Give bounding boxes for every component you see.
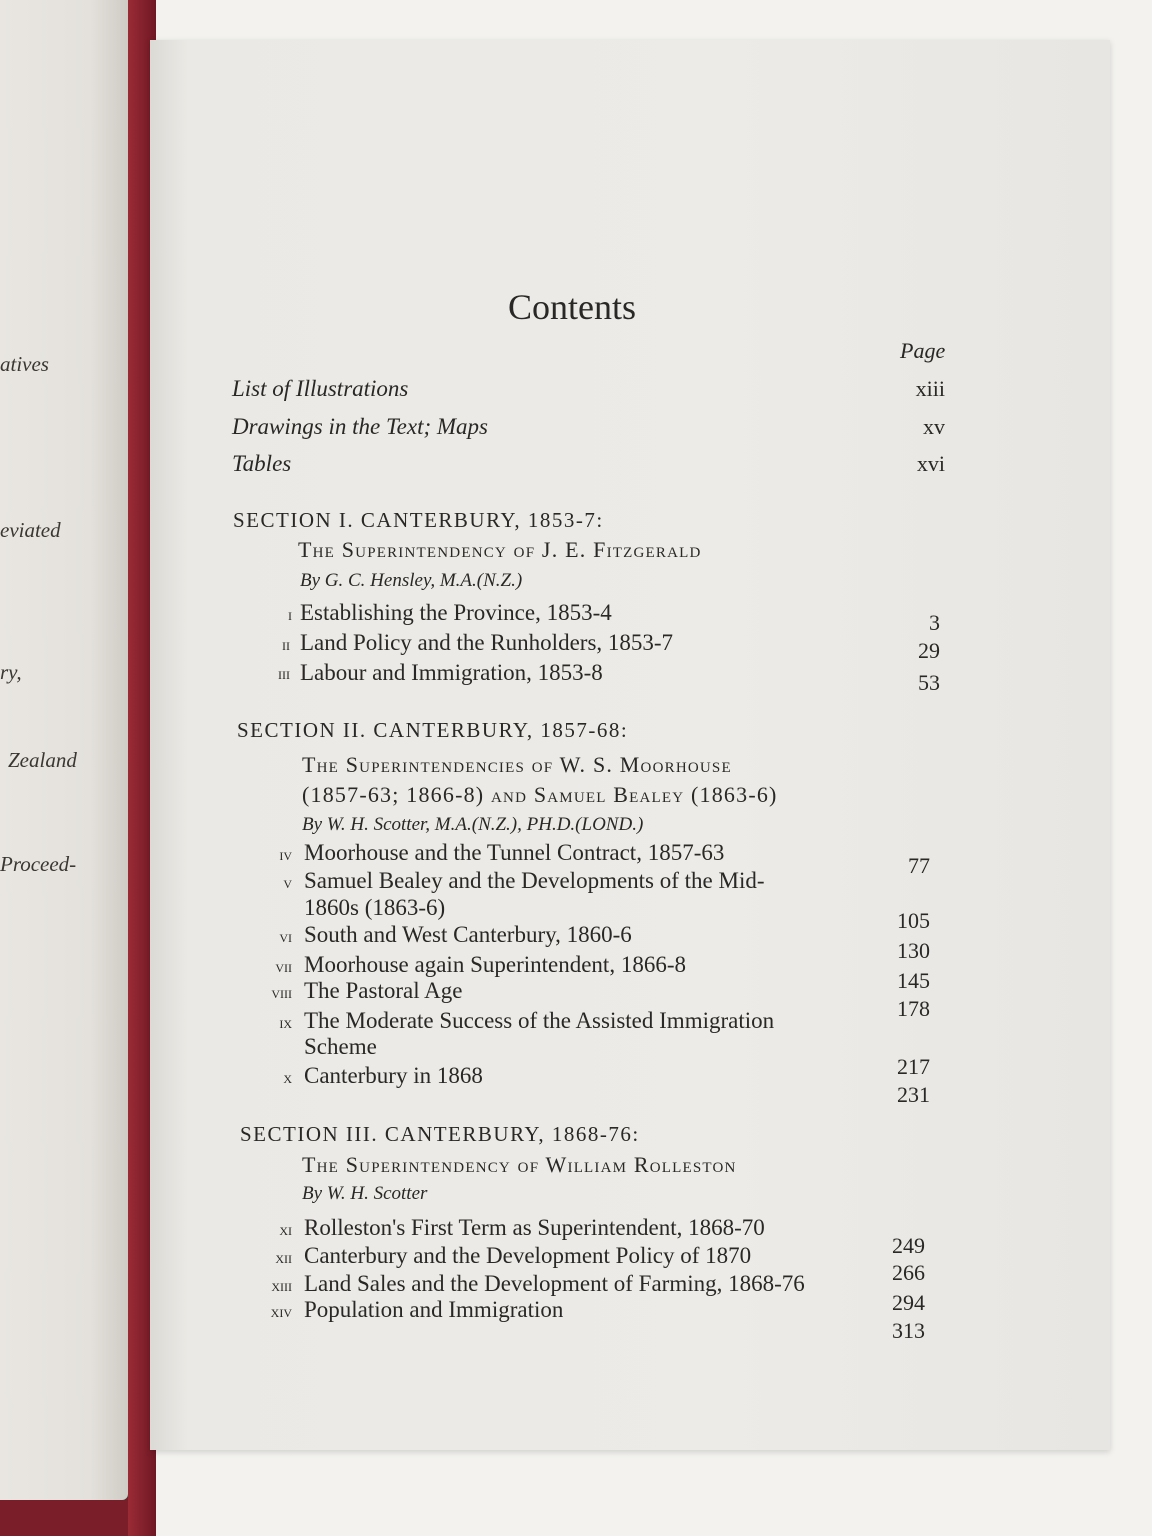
front-matter-title: Drawings in the Text; Maps — [232, 414, 488, 439]
chapter-title: Establishing the Province, 1853-4 — [300, 600, 612, 625]
chapter-title-continued: 1860s (1863-6) — [304, 895, 446, 920]
left-page-text-fragment: eviated — [0, 518, 61, 542]
chapter-title: Samuel Bealey and the Developments of the Mid- — [304, 868, 765, 893]
chapter-title: Land Policy and the Runholders, 1853-7 — [300, 630, 674, 655]
chapter-page: 130 — [897, 938, 930, 963]
chapter-title-continued: Scheme — [304, 1034, 377, 1059]
chapter-number: vii — [275, 957, 292, 976]
section-subtitle: The Superintendency of William Rolleston — [302, 1152, 737, 1177]
chapter-page: 249 — [892, 1233, 925, 1258]
chapter-title: The Moderate Success of the Assisted Immigration — [304, 1008, 775, 1033]
front-matter-page: xv — [923, 414, 945, 439]
chapter-title: Population and Immigration — [304, 1297, 564, 1322]
chapter-number: iii — [278, 664, 290, 683]
front-matter-page: xvi — [916, 451, 945, 476]
section-subtitle: (1857-63; 1866-8) and Samuel Bealey (1863-6) — [302, 782, 778, 807]
chapter-number: xiii — [271, 1276, 292, 1295]
chapter-title: Rolleston's First Term as Superintendent, 1868-70 — [304, 1215, 765, 1240]
chapter-page: 217 — [897, 1054, 930, 1079]
chapter-page: 313 — [892, 1318, 925, 1343]
chapter-title: Moorhouse again Superintendent, 1866-8 — [304, 952, 686, 977]
chapter-number: xii — [275, 1248, 292, 1267]
chapter-title: Canterbury and the Development Policy of 1870 — [304, 1243, 752, 1268]
front-matter-title: Tables — [232, 451, 292, 476]
section-heading: SECTION I. CANTERBURY, 1853-7: — [233, 508, 604, 532]
front-matter-page: xiii — [915, 376, 945, 401]
chapter-number: v — [283, 873, 292, 892]
chapter-title: Moorhouse and the Tunnel Contract, 1857-63 — [304, 840, 725, 865]
chapter-page: 145 — [897, 968, 930, 993]
section-author: By W. H. Scotter — [302, 1183, 428, 1204]
left-page-text-fragment: atives — [0, 352, 49, 376]
chapter-page: 231 — [897, 1082, 930, 1107]
section-subtitle: The Superintendencies of W. S. Moorhouse — [302, 752, 732, 777]
left-page-text-fragment: Proceed- — [0, 852, 77, 876]
chapter-page: 266 — [892, 1260, 925, 1285]
section-author: By G. C. Hensley, M.A.(N.Z.) — [300, 570, 523, 591]
chapter-number: iv — [279, 845, 292, 864]
chapter-number: vi — [279, 927, 292, 946]
chapter-title: Labour and Immigration, 1853-8 — [300, 660, 603, 685]
contents-title: Contents — [508, 287, 637, 327]
chapter-number: ii — [282, 635, 290, 654]
chapter-number: i — [288, 605, 292, 624]
chapter-page: 29 — [918, 638, 940, 663]
chapter-page: 178 — [897, 996, 930, 1021]
chapter-title: South and West Canterbury, 1860-6 — [304, 922, 632, 947]
chapter-number: viii — [271, 983, 292, 1002]
chapter-number: xi — [279, 1220, 292, 1239]
left-page-text-fragment: Zealand — [8, 748, 77, 772]
chapter-number: xiv — [270, 1302, 292, 1321]
section-heading: SECTION II. CANTERBURY, 1857-68: — [237, 718, 629, 742]
chapter-page: 53 — [918, 670, 940, 695]
chapter-number: ix — [279, 1013, 292, 1032]
chapter-number: x — [283, 1068, 292, 1087]
chapter-page: 294 — [892, 1290, 925, 1315]
section-heading: SECTION III. CANTERBURY, 1868-76: — [240, 1122, 640, 1146]
chapter-page: 3 — [929, 610, 940, 635]
chapter-page: 77 — [908, 853, 930, 878]
section-subtitle: The Superintendency of J. E. Fitzgerald — [298, 537, 702, 562]
page-column-label: Page — [900, 338, 946, 363]
chapter-page: 105 — [897, 908, 930, 933]
chapter-title: Canterbury in 1868 — [304, 1063, 483, 1088]
chapter-title: Land Sales and the Development of Farming, 1868-76 — [304, 1271, 805, 1296]
chapter-title: The Pastoral Age — [304, 978, 463, 1003]
section-author: By W. H. Scotter, M.A.(N.Z.), PH.D.(LOND.) — [302, 814, 644, 835]
front-matter-title: List of Illustrations — [232, 376, 409, 401]
left-page-text-fragment: ry, — [0, 660, 22, 684]
